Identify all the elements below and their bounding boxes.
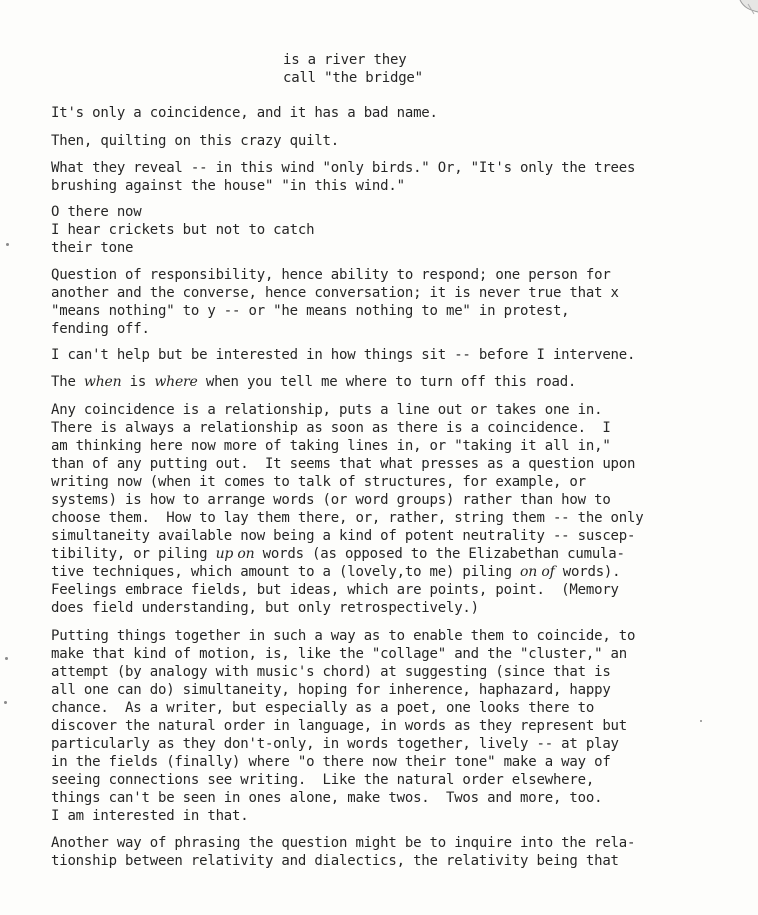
text-run: when you tell me where to turn off this road. (197, 374, 577, 390)
paragraph-line: in the fields (finally) where "o there now their tone" make a way of (51, 754, 611, 770)
text-run: The (51, 374, 84, 390)
paragraph-line: things can't be seen in ones alone, make twos. Twos and more, too. (51, 790, 603, 806)
paragraph-line: "means nothing" to y -- or "he means nothing to me" in protest, (51, 303, 570, 319)
paragraph-line: all one can do) simultaneity, hoping for inherence, haphazard, happy (51, 682, 611, 698)
paragraph-line: Feelings embrace fields, but ideas, which are points, point. (Memory (51, 582, 619, 598)
italic-word-where: where (154, 374, 198, 390)
italic-phrase-up-on: up on (215, 546, 255, 562)
paragraph-line: am thinking here now more of taking lines in, or "taking it all in," (51, 438, 611, 454)
verse-line: their tone (51, 240, 134, 256)
text-run: words). (554, 564, 621, 580)
paragraph-line: another and the converse, hence conversation; it is never true that x (51, 285, 619, 301)
paragraph-line (51, 545, 625, 563)
margin-speck (6, 243, 9, 246)
paragraph-line: Question of responsibility, hence ability to respond; one person for (51, 267, 611, 283)
paragraph-line: fending off. (51, 321, 150, 337)
paragraph-line: brushing against the house" "in this wind." (51, 178, 405, 194)
italic-phrase-on-of: on of (520, 564, 555, 580)
paragraph-line: What they reveal -- in this wind "only birds." Or, "It's only the trees (51, 160, 636, 176)
italic-word-when: when (83, 374, 122, 390)
margin-speck (5, 657, 8, 660)
paragraph-line: Any coincidence is a relationship, puts a line out or takes one in. (51, 402, 603, 418)
paragraph-line: simultaneity available now being a kind of potent neutrality -- suscep- (51, 528, 636, 544)
paragraph-line: attempt (by analogy with music's chord) at suggesting (since that is (51, 664, 611, 680)
paragraph-line: than of any putting out. It seems that what presses as a question upon (51, 456, 636, 472)
paragraph-line: There is always a relationship as soon as there is a coincidence. I (51, 420, 611, 436)
text-run: words (as opposed to the Elizabethan cumula- (254, 546, 625, 562)
paragraph-line: It's only a coincidence, and it has a bad name. (51, 105, 438, 121)
paragraph-line: does field understanding, but only retrospectively.) (51, 600, 479, 616)
paragraph-line: choose them. How to lay them there, or, rather, string them -- the only (51, 510, 644, 526)
paragraph-line: systems) is how to arrange words (or word groups) rather than how to (51, 492, 611, 508)
paragraph-line: chance. As a writer, but especially as a poet, one looks there to (51, 700, 595, 716)
paragraph-line: tionship between relativity and dialectics, the relativity being that (51, 853, 619, 869)
paragraph-line: I can't help but be interested in how things sit -- before I intervene. (51, 347, 636, 363)
text-run: is (121, 374, 155, 390)
text-run: tive techniques, which amount to a (lovely,to me) piling (51, 564, 521, 580)
margin-speck (4, 701, 7, 704)
margin-speck (700, 720, 702, 722)
verse-line: is a river they (283, 52, 407, 68)
paragraph-line: I am interested in that. (51, 808, 249, 824)
verse-line: call "the bridge" (283, 70, 423, 86)
paragraph-line (51, 373, 576, 391)
verse-line: I hear crickets but not to catch (51, 222, 315, 238)
paragraph-line: discover the natural order in language, in words as they represent but (51, 718, 628, 734)
text-run: tibility, or piling (51, 546, 216, 562)
paragraph-line: make that kind of motion, is, like the "collage" and the "cluster," an (51, 646, 628, 662)
paragraph-line: particularly as they don't-only, in words together, lively -- at play (51, 736, 619, 752)
paragraph-line: Then, quilting on this crazy quilt. (51, 133, 340, 149)
paragraph-line (51, 563, 620, 581)
paragraph-line: Another way of phrasing the question might be to inquire into the rela- (51, 835, 636, 851)
paragraph-line: writing now (when it comes to talk of structures, for example, or (51, 474, 586, 490)
paragraph-line: Putting things together in such a way as to enable them to coincide, to (51, 628, 636, 644)
paragraph-line: seeing connections see writing. Like the natural order elsewhere, (51, 772, 595, 788)
page-corner-curl-mark (736, 0, 758, 26)
verse-line: O there now (51, 204, 142, 220)
